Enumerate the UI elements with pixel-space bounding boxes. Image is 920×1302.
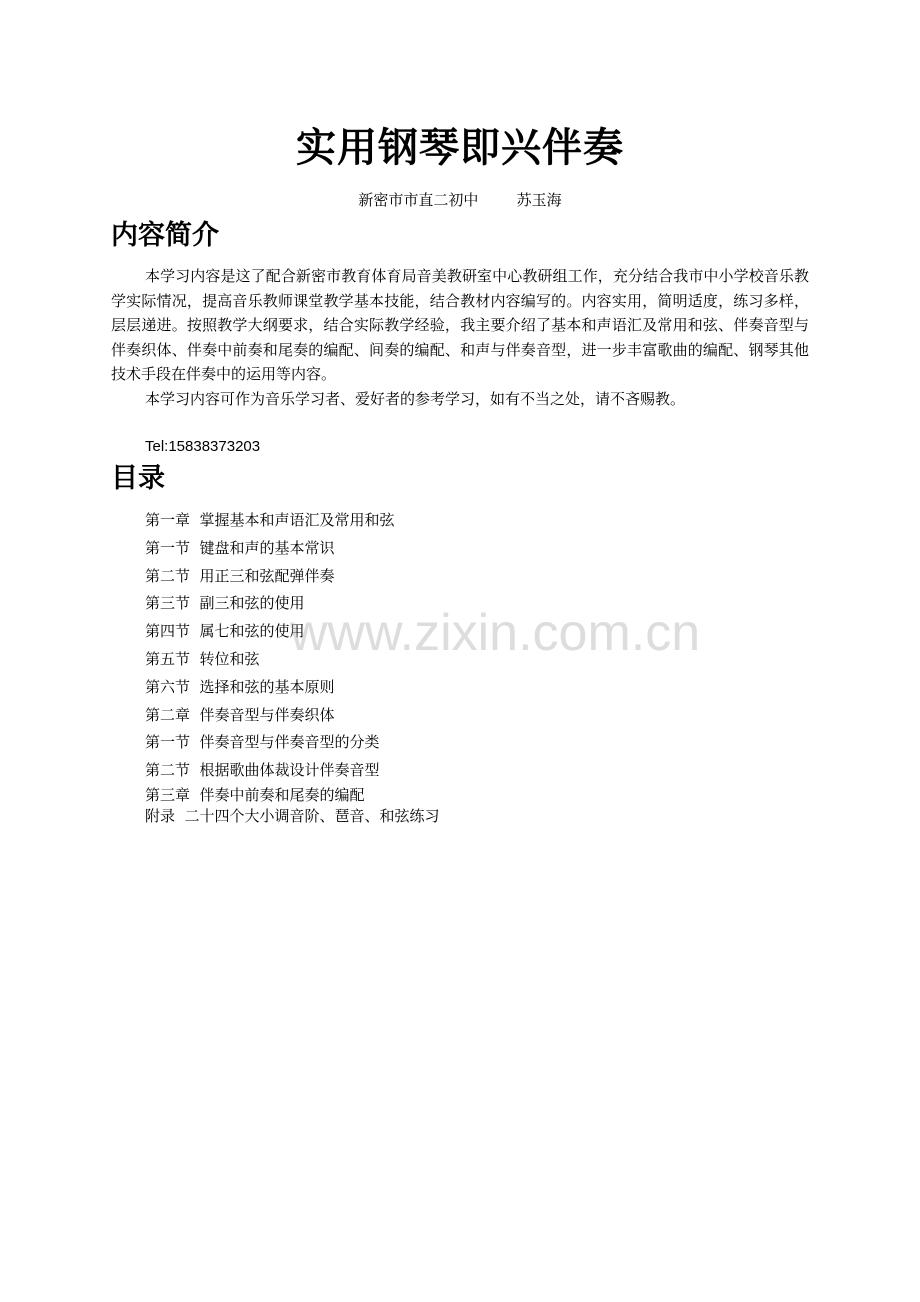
toc-item: 第二节 用正三和弦配弹伴奏: [145, 566, 335, 585]
toc-item: 第一节 伴奏音型与伴奏音型的分类: [145, 733, 380, 752]
toc-item: 第一节 键盘和声的基本常识: [145, 538, 335, 557]
intro-body: [111, 264, 809, 412]
contact-phone: Tel:15838373203: [145, 438, 261, 455]
document-title: 实用钢琴即兴伴奏: [296, 125, 624, 171]
toc-item: 第六节 选择和弦的基本原则: [145, 677, 335, 696]
toc-item: 第一章 掌握基本和声语汇及常用和弦: [145, 511, 395, 529]
intro-paragraph: 本学习内容是这了配合新密市教育体育局音美教研室中心教研组工作，充分结合我市中小学校音乐教学实际情况，提高音乐教师课堂教学基本技能，结合教材内容编写的。内容实用，简明适度，练习多样，层层递进。按照教学大纲要求，结合实际教学经验，我主要介绍了基本和声语汇及常用和弦、伴奏音型与伴奏织体、伴奏中前奏和尾奏的编配、间奏的编配、和声与伴奏音型，进一步丰富歌曲的编配、钢琴其他技术手段在伴奏中的运用等内容。: [111, 267, 809, 384]
toc-item: 第三章 伴奏中前奏和尾奏的编配: [145, 785, 365, 804]
intro-heading: 内容简介: [111, 220, 219, 251]
toc-item: 第五节 转位和弦: [145, 649, 260, 668]
toc-item: 第四节 属七和弦的使用: [145, 622, 305, 641]
intro-paragraph: 本学习内容可作为音乐学习者、爱好者的参考学习，如有不当之处，请不吝赐教。: [145, 389, 686, 408]
table-of-contents: [145, 507, 440, 827]
watermark: www.zixin.com.cn: [289, 604, 701, 662]
toc-item: 第三节 副三和弦的使用: [145, 594, 305, 613]
toc-item: 第二章 伴奏音型与伴奏织体: [145, 705, 335, 724]
author-byline: 新密市市直二初中 苏玉海: [358, 191, 562, 209]
toc-item: 附录 二十四个大小调音阶、琶音、和弦练习: [145, 806, 440, 825]
toc-item: 第二节 根据歌曲体裁设计伴奏音型: [145, 761, 380, 780]
toc-heading: 目录: [111, 463, 165, 494]
